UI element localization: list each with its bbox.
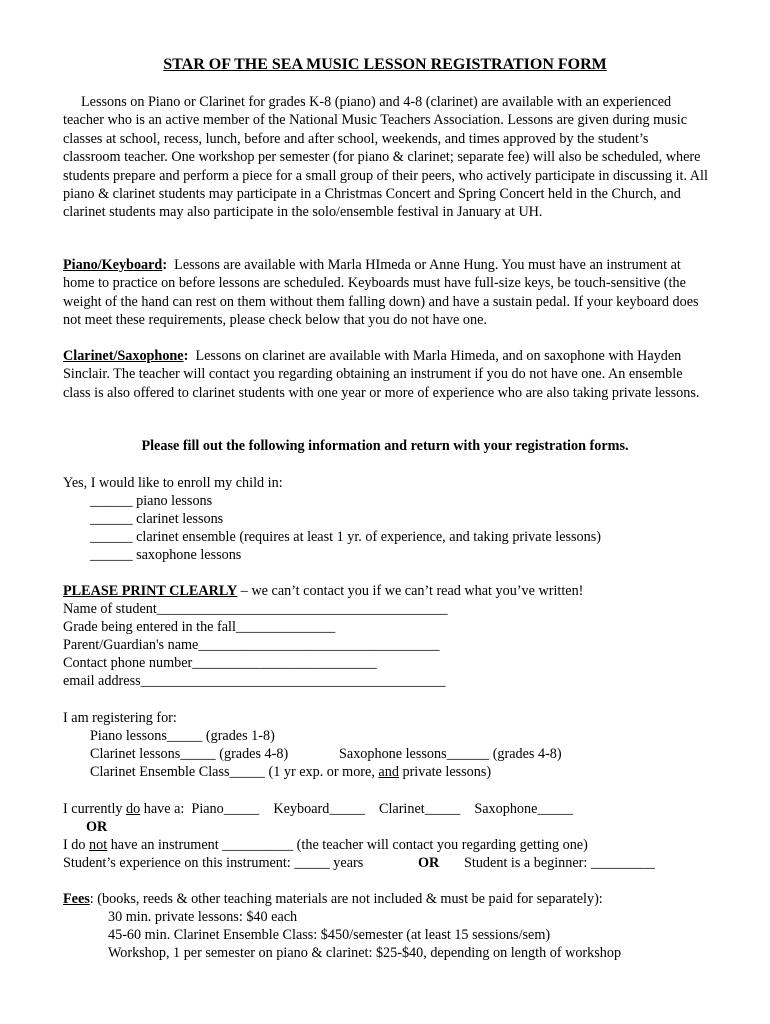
no-instrument-field[interactable]: I do not have an instrument __________ (the teacher will contact you regarding getting one) xyxy=(63,837,588,853)
print-clearly-line xyxy=(63,582,583,600)
experience-or-label: OR xyxy=(418,855,440,871)
print-clearly-note: – we can’t contact you if we can’t read what you’ve written! xyxy=(237,583,584,599)
clarinet-text: Lessons on clarinet are available with Marla Himeda, and on saxophone with Hayden Sinclair. The teacher will contact you regarding obtaining an instrument if you do not have one. An ensemble class is also offered to clarinet students with one year or more of experience who are also taking private lessons. xyxy=(63,348,700,401)
guardian-name-field[interactable]: Parent/Guardian's name__________________________________ xyxy=(63,637,440,653)
clarinet-heading: Clarinet/Saxophone xyxy=(63,348,184,364)
fee-item: Workshop, 1 per semester on piano & clarinet: $25-$40, depending on length of workshop xyxy=(108,945,622,961)
register-piano-field[interactable]: Piano lessons_____ (grades 1-8) xyxy=(90,728,275,744)
fees-heading: Fees xyxy=(63,891,90,907)
piano-heading: Piano/Keyboard xyxy=(63,257,163,273)
have-instrument-field[interactable]: I currently do have a: Piano_____ Keyboard_____ Clarinet_____ Saxophone_____ xyxy=(63,801,573,817)
registering-lead: I am registering for: xyxy=(63,710,177,726)
enroll-option-piano[interactable]: ______ piano lessons xyxy=(90,493,213,509)
print-clearly-heading: PLEASE PRINT CLEARLY xyxy=(63,583,238,599)
grade-field[interactable]: Grade being entered in the fall______________ xyxy=(63,619,336,635)
or-label: OR xyxy=(86,819,108,835)
piano-text: Lessons are available with Marla HImeda or Anne Hung. You must have an instrument at home to practice on before lessons are scheduled. Keyboards must have full-size keys, be touch-sensitive (the weight of the hand can rest on them without them falling down) and have a sustain pedal. If your keyboard does not meet these requirements, please check below that you do not have one. xyxy=(63,257,699,329)
register-ensemble-field[interactable]: Clarinet Ensemble Class_____ (1 yr exp. or more, and private lessons) xyxy=(90,764,492,780)
register-clarinet-field[interactable]: Clarinet lessons_____ (grades 4-8) xyxy=(90,746,289,762)
student-name-field[interactable]: Name of student_________________________________________ xyxy=(63,601,448,617)
instruction-line: Please fill out the following information and return with your registration forms. xyxy=(141,438,629,454)
email-field[interactable]: email address___________________________________________ xyxy=(63,673,446,689)
fees-line xyxy=(63,890,603,908)
phone-field[interactable]: Contact phone number__________________________ xyxy=(63,655,377,671)
clarinet-section: Clarinet/Saxophone: Lessons on clarinet are available with Marla Himeda, and on saxophone with Hayden Sinclair. The teacher will contact you regarding obtaining an instrument if you do not have one. An ensemble class is also offered to clarinet students with one year or more of experience who are also taking private lessons. xyxy=(63,348,700,401)
register-sax-field[interactable]: Saxophone lessons______ (grades 4-8) xyxy=(339,746,562,762)
enroll-option-ensemble[interactable]: ______ clarinet ensemble (requires at least 1 yr. of experience, and taking private lessons) xyxy=(90,529,601,545)
intro-paragraph: Lessons on Piano or Clarinet for grades K-8 (piano) and 4-8 (clarinet) are available with an experienced teacher who is an active member of the National Music Teachers Association. Lessons are given during music classes at school, recess, lunch, before and after school, weekends, and times approved by the student’s classroom teacher. One workshop per semester (for piano & clarinet; separate fee) will also be scheduled, where students prepare and perform a piece for a small group of their peers, who actively participate in discussing it. All piano & clarinet students may participate in a Christmas Concert and Spring Concert held in the Church, and clarinet students may also participate in the solo/ensemble festival in January at UH. xyxy=(63,94,708,221)
enroll-option-clarinet[interactable]: ______ clarinet lessons xyxy=(90,511,224,527)
enroll-option-saxophone[interactable]: ______ saxophone lessons xyxy=(90,547,242,563)
fee-item: 45-60 min. Clarinet Ensemble Class: $450/semester (at least 15 sessions/sem) xyxy=(108,927,551,943)
fees-note: : (books, reeds & other teaching materials are not included & must be paid for separately): xyxy=(89,891,603,907)
fee-item: 30 min. private lessons: $40 each xyxy=(108,909,298,925)
experience-field[interactable]: Student’s experience on this instrument: _____ years xyxy=(63,855,364,871)
form-title: STAR OF THE SEA MUSIC LESSON REGISTRATION FORM xyxy=(163,56,607,73)
enroll-lead: Yes, I would like to enroll my child in: xyxy=(63,475,283,491)
piano-section: Piano/Keyboard: Lessons are available with Marla HImeda or Anne Hung. You must have an instrument at home to practice on before lessons are scheduled. Keyboards must have full-size keys, be touch-sensitive (the weight of the hand can rest on them without them falling down) and have a sustain pedal. If your keyboard does not meet these requirements, please check below that you do not have one. xyxy=(63,257,699,329)
beginner-field[interactable]: Student is a beginner: _________ xyxy=(464,855,655,871)
